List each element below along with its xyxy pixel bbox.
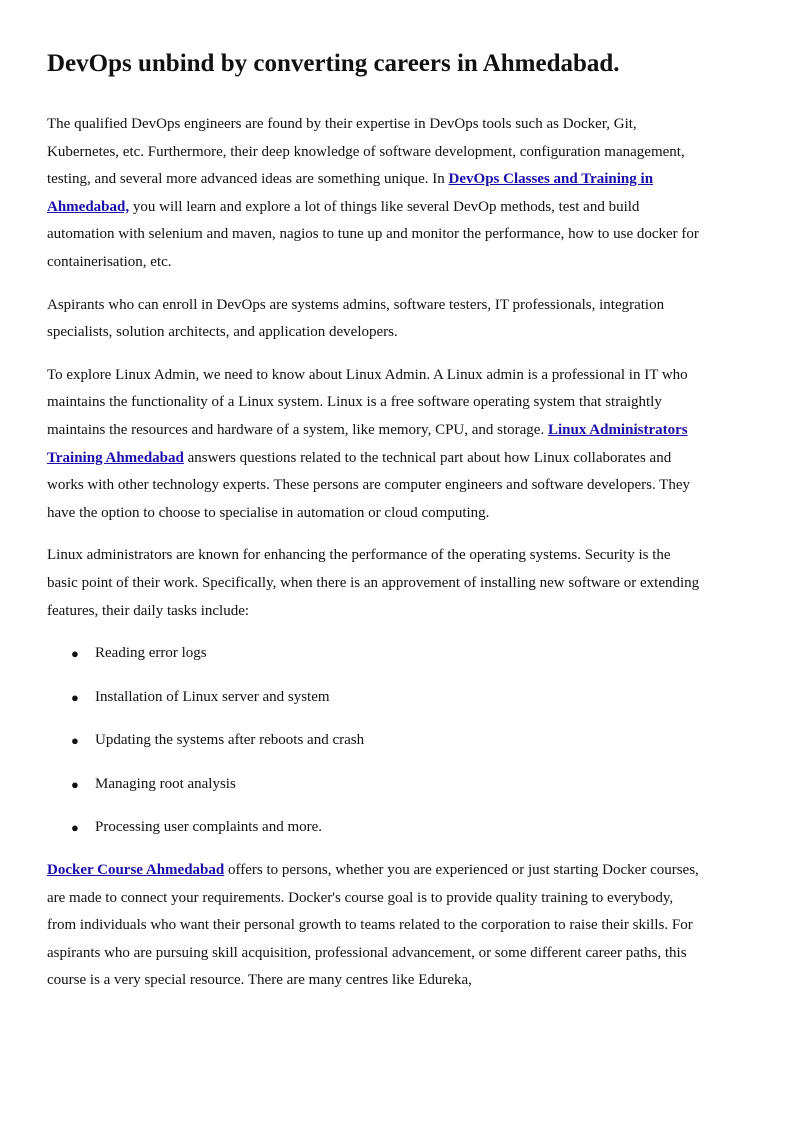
list-item-text: Reading error logs <box>95 645 207 662</box>
list-item <box>47 814 704 842</box>
paragraph-devops-intro <box>47 111 704 277</box>
paragraph-text: answers questions related to the technical part about how Linux collaborates and works with other technology experts. These persons are computer engineers and software developers. They have the option to choose to specialise in automation or cloud computing. <box>47 449 690 521</box>
page-title: DevOps unbind by converting careers in Ahmedabad. <box>47 50 620 77</box>
paragraph-aspirants: Aspirants who can enroll in DevOps are systems admins, software testers, IT professionals, integration specialists, solution architects, and application developers. <box>47 296 665 341</box>
list-item <box>47 640 704 668</box>
bullet-icon: ● <box>71 776 79 792</box>
task-list <box>47 640 704 842</box>
paragraph-text: The qualified DevOps engineers are found by their expertise in DevOps tools such as Docker, Git, Kubernetes, etc. Furthermore, their deep knowledge of software development, configuration management, testing, and several more advanced ideas are something unique. In <box>47 116 685 188</box>
bullet-icon: ● <box>71 820 79 836</box>
paragraph-text: offers to persons, whether you are experienced or just starting Docker courses, are made to connect your requirements. Docker's course goal is to provide quality training to everybody, from individuals who want their personal growth to teams related to the corporation to raise their skills. For aspirants who are pursuing skill acquisition, professional advancement, or some different career paths, this course is a very special resource. There are many centres like Edureka, <box>47 862 699 989</box>
docker-course-link[interactable]: Docker Course Ahmedabad <box>47 862 225 879</box>
bullet-icon: ● <box>71 646 79 662</box>
devops-classes-link[interactable]: DevOps Classes and Training in Ahmedabad, <box>47 171 654 215</box>
list-item <box>47 684 704 712</box>
list-item-text: Updating the systems after reboots and crash <box>95 732 365 749</box>
paragraph-docker-course <box>47 857 704 995</box>
paragraph-linux-admin <box>47 362 704 528</box>
bullet-icon: ● <box>71 733 79 749</box>
bullet-icon: ● <box>71 689 79 705</box>
list-item-text: Managing root analysis <box>95 775 236 792</box>
paragraph-linux-tasks-intro: Linux administrators are known for enhancing the performance of the operating systems. Security is the basic point of their work. Specifically, when there is an approvement of installing new software or extending features, their daily tasks include: <box>47 547 700 619</box>
paragraph-text: you will learn and explore a lot of things like several DevOp methods, test and build automation with selenium and maven, nagios to tune up and monitor the performance, how to use docker for containerisation, etc. <box>47 198 699 270</box>
list-item <box>47 727 704 755</box>
list-item <box>47 771 704 799</box>
paragraph-text: To explore Linux Admin, we need to know about Linux Admin. A Linux admin is a professional in IT who maintains the functionality of a Linux system. Linux is a free software operating system that straightly maintains the resources and hardware of a system, like memory, CPU, and storage. <box>47 366 688 438</box>
list-item-text: Installation of Linux server and system <box>95 688 330 705</box>
list-item-text: Processing user complaints and more. <box>95 819 323 836</box>
linux-admin-training-link[interactable]: Linux Administrators Training Ahmedabad <box>47 421 688 466</box>
